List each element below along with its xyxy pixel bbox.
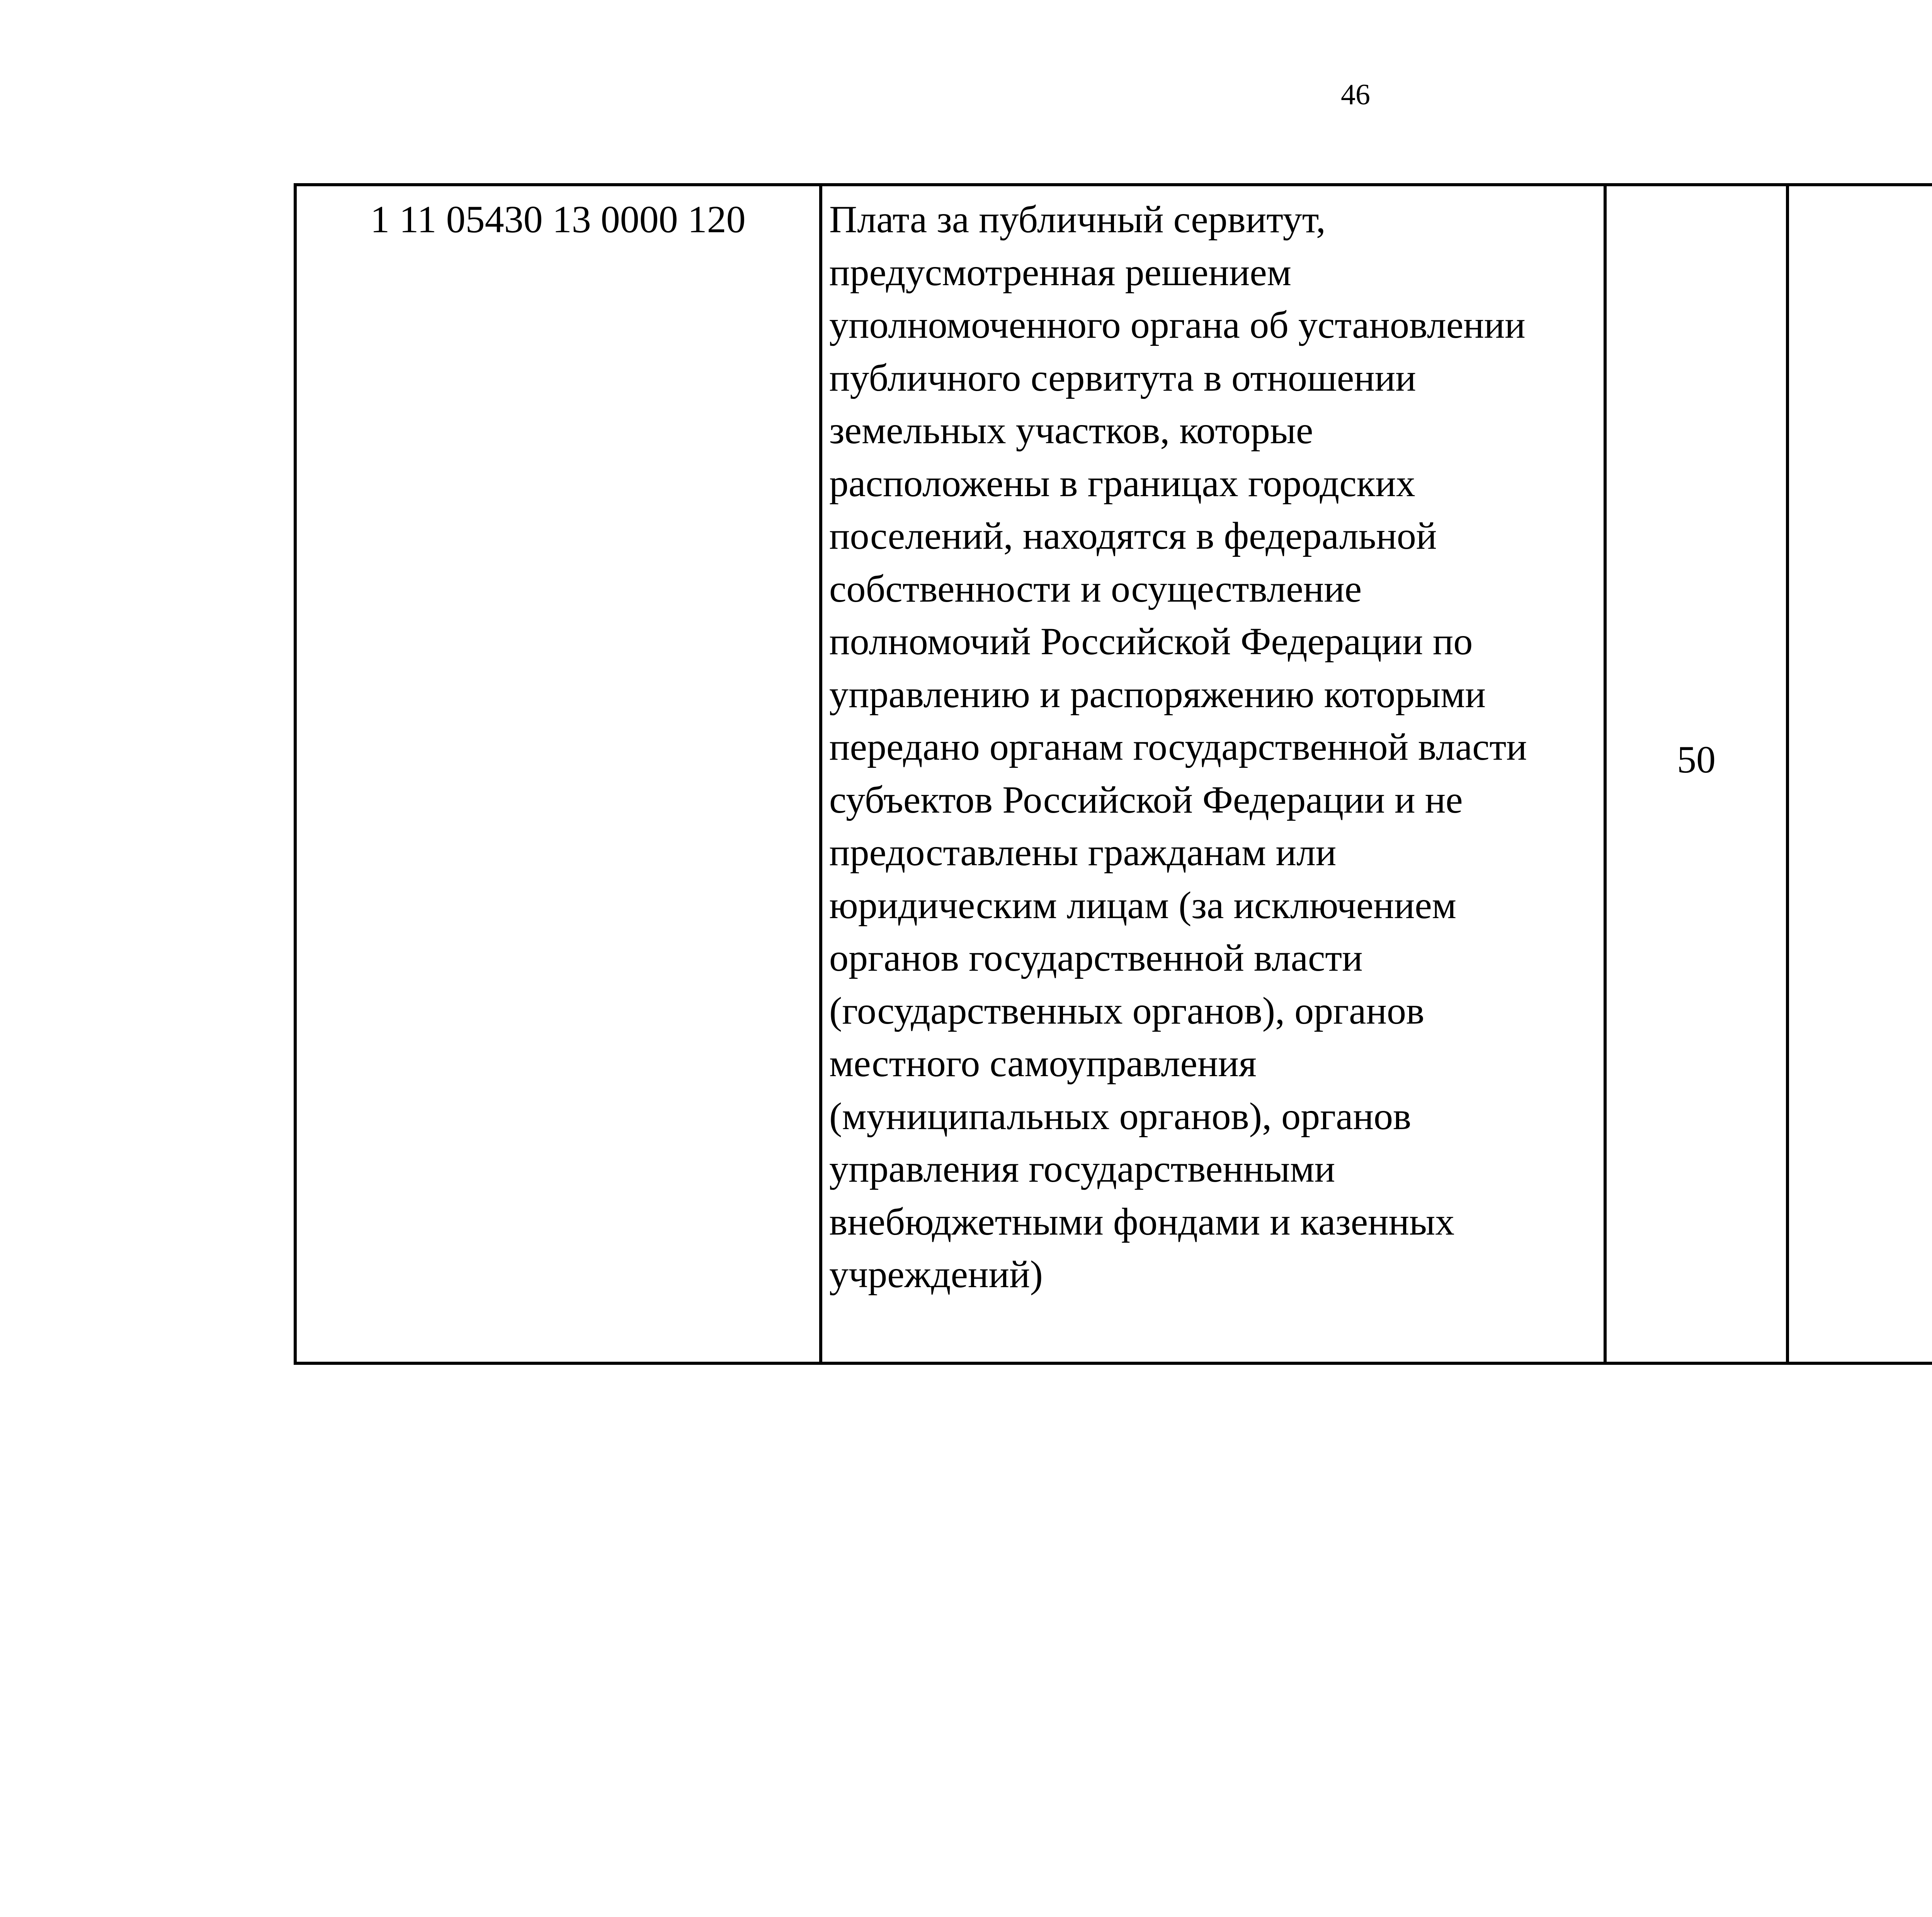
- value-cell-3: 50: [1605, 185, 1787, 1363]
- budget-code-cell: 1 11 05430 13 0000 120: [295, 185, 821, 1363]
- revenue-name-cell: [821, 185, 1605, 1363]
- table-row: [295, 185, 1932, 1363]
- page-number: 46: [1341, 78, 1370, 111]
- revenue-name-text: Плата за публичный сервитут, предусмотренная решением уполномоченного органа об установлении публичного сервитута в отношении земельных участков, которые расположены в границах городских поселений, находятся в федеральной собственности и осуществление полномочий Российской Федерации по управлению и распоряжению которыми передано органам государственной власти субъектов Российской Федерации и не предоставлены гражданам или юридическим лицам (за исключением органов государственной власти (государственных органов), органов местного самоуправления (муниципальных органов), органов управления государственными внебюджетными фондами и казенных учреждений): [829, 198, 1527, 1296]
- budget-table: [294, 183, 1932, 1365]
- value-cell-4: [1787, 185, 1932, 1363]
